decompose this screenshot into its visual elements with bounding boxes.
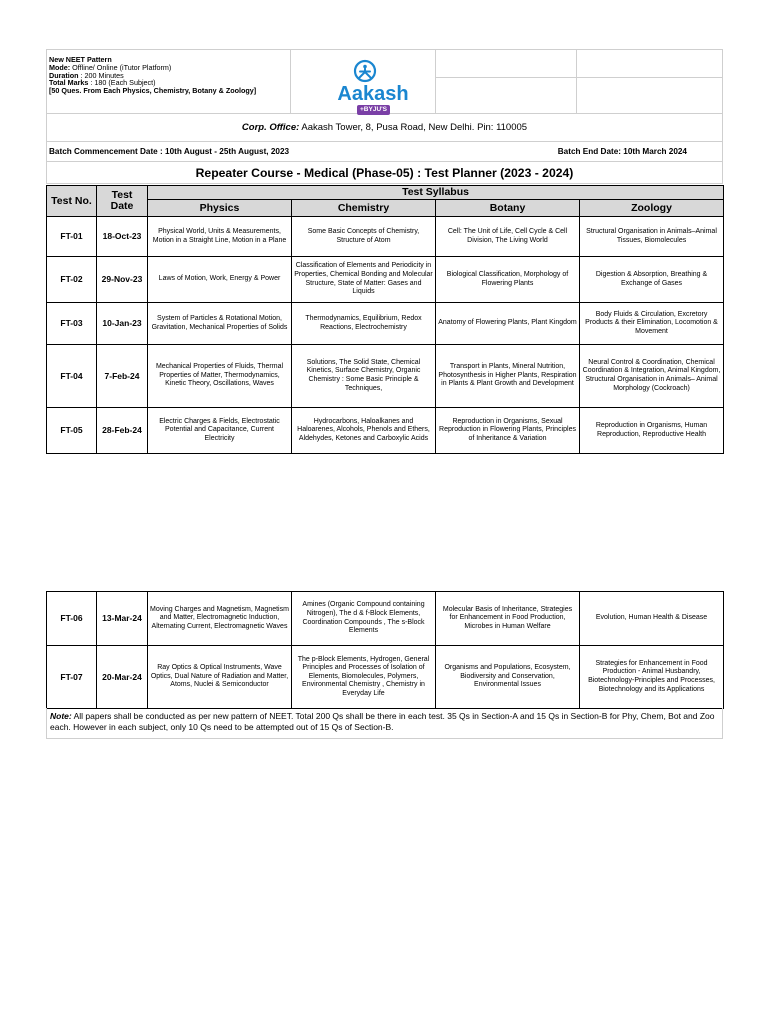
header-blank-cell xyxy=(577,49,723,78)
questions-note: [50 Ques. From Each Physics, Chemistry, Botany & Zoology] xyxy=(49,86,257,96)
zoology-cell: Evolution, Human Health & Disease xyxy=(580,592,724,646)
physics-cell: Laws of Motion, Work, Energy & Power xyxy=(148,257,292,303)
test-date: 28-Feb-24 xyxy=(97,408,148,454)
test-date: 29-Nov-23 xyxy=(97,257,148,303)
zoology-cell: Reproduction in Organisms, Human Reproduction, Reproductive Health xyxy=(580,408,724,454)
corp-office xyxy=(46,114,723,142)
test-date: 10-Jan-23 xyxy=(97,303,148,345)
corp-office-address: Aakash Tower, 8, Pusa Road, New Delhi. Pin: 110005 xyxy=(299,122,528,133)
marks-value: : 180 (Each Subject) xyxy=(88,78,156,88)
table-row xyxy=(47,345,724,408)
botany-cell: Reproduction in Organisms, Sexual Reproduction in Flowering Plants, Principles of Inheritance & Variation xyxy=(436,408,580,454)
logo-byjus: +BYJU'S xyxy=(357,105,390,115)
botany-cell: Organisms and Populations, Ecosystem, Biodiversity and Conservation, Environmental Issues xyxy=(436,646,580,709)
header-blank-cell xyxy=(436,78,577,114)
table-row xyxy=(47,646,724,709)
mode-label: Mode: xyxy=(49,62,71,72)
col-test-date: Test Date xyxy=(97,186,148,217)
table-row xyxy=(47,257,724,303)
physics-cell: Moving Charges and Magnetism, Magnetism and Matter, Electromagnetic Induction, Alternating Current, Electromagnetic Waves xyxy=(148,592,292,646)
header-blank-cell xyxy=(436,49,577,78)
test-date: 13-Mar-24 xyxy=(97,592,148,646)
botany-cell: Molecular Basis of Inheritance, Strategies for Enhancement in Food Production, Microbes in Human Welfare xyxy=(436,592,580,646)
page-title: Repeater Course - Medical (Phase-05) : Test Planner (2023 - 2024) xyxy=(46,162,723,184)
test-date: 20-Mar-24 xyxy=(97,646,148,709)
col-zoology: Zoology xyxy=(580,200,724,217)
test-planner-table-continued xyxy=(46,591,724,709)
col-test-no: Test No. xyxy=(47,186,97,217)
test-date: 7-Feb-24 xyxy=(97,345,148,408)
aakash-logo-icon xyxy=(343,58,387,86)
table-row xyxy=(47,217,724,257)
logo-text: Aakash xyxy=(337,83,409,105)
test-no: FT-07 xyxy=(47,646,97,709)
chemistry-cell: Amines (Organic Compound containing Nitrogen), The d & f-Block Elements, Coordination Compounds , The s-Block Elements xyxy=(292,592,436,646)
note-label: Note: xyxy=(50,711,72,721)
col-physics: Physics xyxy=(148,200,292,217)
chemistry-cell: Hydrocarbons, Haloalkanes and Haloarenes, Alcohols, Phenols and Ethers, Aldehydes, Ketones and Carboxylic Acids xyxy=(292,408,436,454)
zoology-cell: Structural Organisation in Animals–Animal Tissues, Biomolecules xyxy=(580,217,724,257)
botany-cell: Anatomy of Flowering Plants, Plant Kingdom xyxy=(436,303,580,345)
header-blank-cell xyxy=(577,78,723,114)
test-no: FT-06 xyxy=(47,592,97,646)
physics-cell: System of Particles & Rotational Motion, Gravitation, Mechanical Properties of Solids xyxy=(148,303,292,345)
duration-label: Duration xyxy=(49,70,79,80)
batch-end: Batch End Date: 10th March 2024 xyxy=(557,147,687,156)
chemistry-cell: Some Basic Concepts of Chemistry, Structure of Atom xyxy=(292,217,436,257)
note xyxy=(46,708,723,739)
physics-cell: Electric Charges & Fields, Electrostatic Potential and Capacitance, Current Electricity xyxy=(148,408,292,454)
physics-cell: Physical World, Units & Measurements, Motion in a Straight Line, Motion in a Plane xyxy=(148,217,292,257)
note-text: All papers shall be conducted as per new pattern of NEET. Total 200 Qs shall be there in each test. 35 Qs in Section-A and 15 Qs in Section-B for Phy, Chem, Bot and Zoo each. However in each subject, only 10 Qs need to be attempted out of 15 Qs of Section-B. xyxy=(50,711,715,732)
marks-label: Total Marks xyxy=(49,78,89,88)
test-date: 18-Oct-23 xyxy=(97,217,148,257)
zoology-cell: Neural Control & Coordination, Chemical Coordination & Integration, Animal Kingdom, Structural Organisation in Animals– Animal Morphology (Cockroach) xyxy=(580,345,724,408)
logo-cell xyxy=(291,49,436,114)
chemistry-cell: Solutions, The Solid State, Chemical Kinetics, Surface Chemistry, Organic Chemistry : Some Basic Principle & Techniques, xyxy=(292,345,436,408)
botany-cell: Transport in Plants, Mineral Nutrition, Photosynthesis in Higher Plants, Respiration in Plants & Plant Growth and Development xyxy=(436,345,580,408)
physics-cell: Ray Optics & Optical Instruments, Wave Optics, Dual Nature of Radiation and Matter, Atoms, Nuclei & Semiconductor xyxy=(148,646,292,709)
aakash-logo xyxy=(337,58,409,113)
duration-value: : 200 Minutes xyxy=(78,70,124,80)
zoology-cell: Body Fluids & Circulation, Excretory Products & their Elimination, Locomotion & Movement xyxy=(580,303,724,345)
header-info xyxy=(46,49,291,114)
physics-cell: Mechanical Properties of Fluids, Thermal Properties of Matter, Thermodynamics, Kinetic Theory, Oscillations, Waves xyxy=(148,345,292,408)
table-row xyxy=(47,592,724,646)
mode-value: Offline/ Online (iTutor Platform) xyxy=(70,62,172,72)
chemistry-cell: Classification of Elements and Periodicity in Properties, Chemical Bonding and Molecular Structure, State of Matter: Gases and Liquids xyxy=(292,257,436,303)
corp-office-label: Corp. Office: xyxy=(241,122,300,133)
test-no: FT-04 xyxy=(47,345,97,408)
batch-commencement: Batch Commencement Date : 10th August - 25th August, 2023 xyxy=(49,147,290,156)
table-row xyxy=(47,408,724,454)
pattern-label: New NEET Pattern xyxy=(49,55,112,64)
test-no: FT-02 xyxy=(47,257,97,303)
botany-cell: Cell: The Unit of Life, Cell Cycle & Cell Division, The Living World xyxy=(436,217,580,257)
col-test-syllabus: Test Syllabus xyxy=(148,186,724,200)
chemistry-cell: The p-Block Elements, Hydrogen, General Principles and Processes of Isolation of Elements, Biomolecules, Polymers, Environmental Chemistry , Chemistry in Everyday Life xyxy=(292,646,436,709)
test-planner-table xyxy=(46,185,724,454)
col-chemistry: Chemistry xyxy=(292,200,436,217)
batch-dates xyxy=(46,142,723,162)
chemistry-cell: Thermodynamics, Equilibrium, Redox Reactions, Electrochemistry xyxy=(292,303,436,345)
zoology-cell: Digestion & Absorption, Breathing & Exchange of Gases xyxy=(580,257,724,303)
botany-cell: Biological Classification, Morphology of Flowering Plants xyxy=(436,257,580,303)
test-no: FT-01 xyxy=(47,217,97,257)
test-no: FT-03 xyxy=(47,303,97,345)
zoology-cell: Strategies for Enhancement in Food Production - Animal Husbandry, Biotechnology-Principles and Processes, Biotechnology and its Applications xyxy=(580,646,724,709)
col-botany: Botany xyxy=(436,200,580,217)
table-row xyxy=(47,303,724,345)
test-no: FT-05 xyxy=(47,408,97,454)
